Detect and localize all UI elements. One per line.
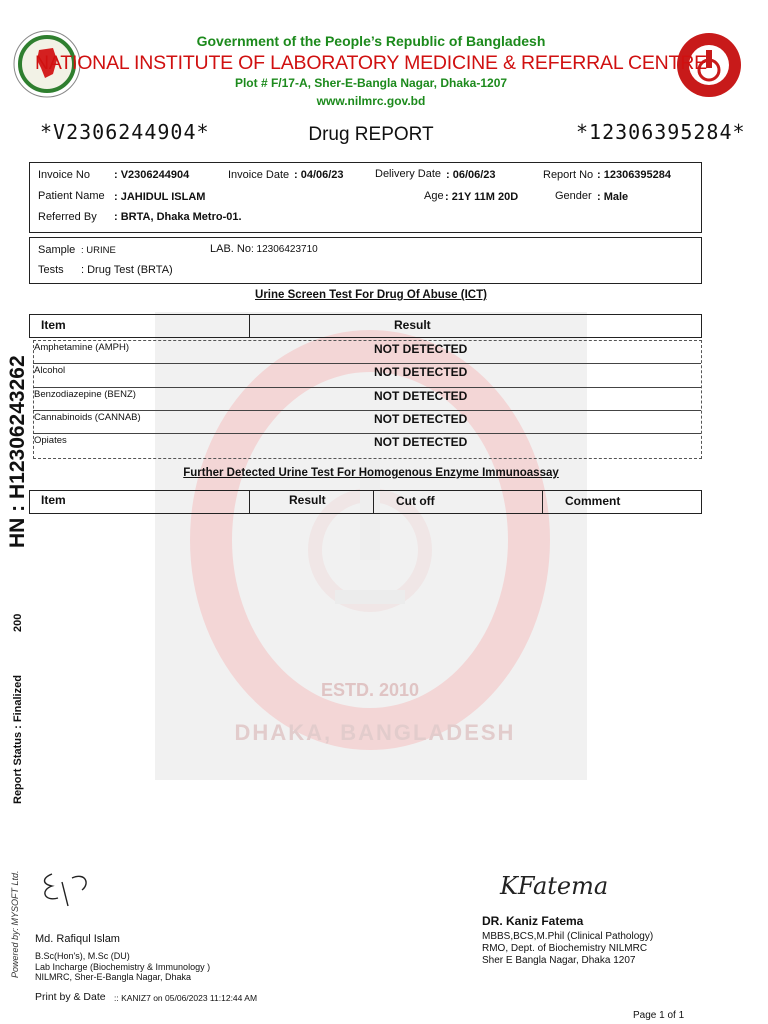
further-col-cutoff: Cut off — [396, 494, 435, 508]
institute-name: NATIONAL INSTITUTE OF LABORATORY MEDICINE & REFERRAL CENTRE — [35, 52, 707, 74]
institute-website: www.nilmrc.gov.bd — [316, 94, 426, 108]
patient-name-value: : JAHIDUL ISLAM — [114, 191, 206, 203]
screen-test-row — [33, 363, 701, 364]
right-signatory-address: Sher E Bangla Nagar, Dhaka 1207 — [482, 955, 636, 966]
right-signatory-role: RMO, Dept. of Biochemistry NILMRC — [482, 943, 648, 954]
left-signatory-name: Md. Rafiqul Islam — [35, 933, 120, 945]
age-label: Age — [424, 190, 444, 202]
report-status: Report Status : Finalized — [12, 675, 24, 804]
delivery-date-value: : 06/06/23 — [446, 169, 496, 181]
sample-label: Sample — [38, 244, 76, 256]
page-number: Page 1 of 1 — [633, 1010, 685, 1021]
government-heading: Government of the People’s Republic of Bangladesh — [196, 33, 546, 49]
screen-row-item: Cannabinoids (CANNAB) — [34, 412, 141, 423]
invoice-barcode-text: *V2306244904* — [40, 120, 210, 144]
screen-test-header — [29, 314, 702, 338]
screen-row-result: NOT DETECTED — [374, 342, 468, 356]
sample-value: : URINE — [81, 245, 116, 256]
invoice-date-value: : 04/06/23 — [294, 169, 344, 181]
report-no-label: Report No — [543, 169, 594, 181]
screen-col-result: Result — [394, 318, 431, 332]
delivery-date-label: Delivery Date — [375, 168, 442, 180]
further-col-comment: Comment — [565, 494, 621, 508]
watermark-city: DHAKA, BANGLADESH — [234, 720, 516, 745]
right-signature: KFatema — [500, 872, 609, 900]
invoice-date-label: Invoice Date — [228, 169, 290, 181]
invoice-no-label: Invoice No — [38, 169, 90, 181]
left-signatory-degree: B.Sc(Hon's), M.Sc (DU) — [35, 951, 130, 961]
screen-col-item: Item — [41, 318, 66, 332]
referred-by-label: Referred By — [38, 211, 97, 223]
screen-test-row — [33, 433, 701, 434]
screen-row-item: Alcohol — [34, 365, 66, 376]
print-by-label: Print by & Date — [35, 991, 106, 1003]
report-barcode-text: *12306395284* — [576, 120, 746, 144]
further-divider-3 — [542, 490, 543, 513]
screen-row-result: NOT DETECTED — [374, 412, 468, 426]
hn-number: HN : H12306243262 — [6, 355, 29, 548]
further-divider-2 — [373, 490, 374, 513]
institute-address: Plot # F/17-A, Sher-E-Bangla Nagar, Dhaka-1207 — [234, 76, 508, 90]
age-value: : 21Y 11M 20D — [445, 191, 519, 203]
screen-test-row — [33, 387, 701, 388]
patient-name-label: Patient Name — [38, 190, 105, 202]
further-col-item: Item — [41, 493, 66, 507]
screen-header-divider — [249, 314, 250, 337]
screen-test-row — [33, 410, 701, 411]
further-test-title: Further Detected Urine Test For Homogenous Enzyme Immunoassay — [183, 467, 559, 479]
screen-row-result: NOT DETECTED — [374, 435, 468, 449]
further-divider-1 — [249, 490, 250, 513]
left-signatory-role: Lab Incharge (Biochemistry & Immunology ) — [35, 962, 211, 972]
referred-by-value: : BRTA, Dhaka Metro-01. — [114, 211, 242, 223]
gender-label: Gender — [555, 190, 592, 202]
left-signatory-address: NILMRC, Sher-E-Bangla Nagar, Dhaka — [35, 972, 192, 982]
right-signatory-degree: MBBS,BCS,M.Phil (Clinical Pathology) — [482, 931, 654, 942]
screen-test-title: Urine Screen Test For Drug Of Abuse (ICT) — [255, 289, 487, 301]
watermark-estd: ESTD. 2010 — [320, 680, 420, 700]
powered-by: Powered by: MYSOFT Ltd. — [10, 870, 20, 978]
gender-value: : Male — [597, 191, 629, 203]
tests-label: Tests — [38, 264, 64, 276]
screen-row-result: NOT DETECTED — [374, 389, 468, 403]
lab-no-label: LAB. No — [210, 243, 251, 255]
report-no-value: : 12306395284 — [597, 169, 672, 181]
invoice-no-value: : V2306244904 — [114, 169, 190, 181]
lab-no-value: : 12306423710 — [251, 244, 318, 255]
tests-value: : Drug Test (BRTA) — [81, 264, 173, 276]
sample-info-box — [29, 237, 702, 284]
right-signatory-name: DR. Kaniz Fatema — [482, 914, 584, 928]
left-signature — [38, 868, 100, 912]
further-col-result: Result — [289, 493, 326, 507]
print-by-value: :: KANIZ7 on 05/06/2023 11:12:44 AM — [114, 993, 258, 1003]
screen-row-result: NOT DETECTED — [374, 365, 468, 379]
report-title: Drug REPORT — [308, 124, 434, 145]
screen-row-item: Benzodiazepine (BENZ) — [34, 389, 136, 400]
sidebar-code: 200 — [12, 613, 24, 632]
screen-row-item: Amphetamine (AMPH) — [34, 342, 130, 353]
screen-row-item: Opiates — [34, 435, 67, 446]
